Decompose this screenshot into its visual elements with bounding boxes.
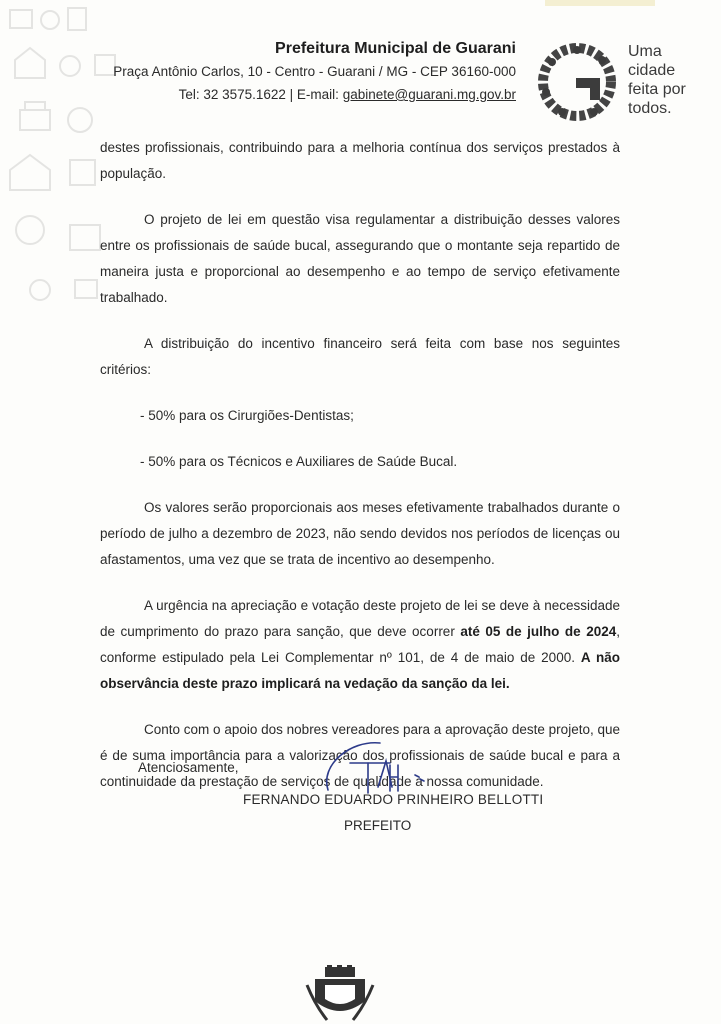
slogan-line-3: feita por <box>628 81 686 98</box>
paragraph-5-text-2: , conforme estipulado pela Lei Complementar nº 101, de 4 de maio de 2000. <box>100 624 620 665</box>
signatory-title: PREFEITO <box>344 818 412 833</box>
email-link[interactable]: gabinete@guarani.mg.gov.br <box>342 87 516 102</box>
coat-of-arms-icon <box>305 965 375 1024</box>
signatory-name: FERNANDO EDUARDO PRINHEIRO BELLOTTI <box>243 792 544 807</box>
paragraph-6: Conto com o apoio dos nobres vereadores para a aprovação deste projeto, que é de suma importância para a valorização dos profissionais de saúde bucal e para a continuidade da prestação de serviços de qualidade à nossa comunidade. <box>100 722 620 789</box>
slogan-line-2: cidade <box>628 62 676 79</box>
slogan-line-1: Uma <box>628 43 662 60</box>
paragraph-5 <box>100 593 620 697</box>
paragraph-4: Os valores serão proporcionais aos meses efetivamente trabalhados durante o período de julho a dezembro de 2023, não sendo devidos nos períodos de licenças ou afastamentos, uma vez que se trata de incentivo ao desempenho. <box>100 500 620 567</box>
org-address: Praça Antônio Carlos, 10 - Centro - Guarani / MG - CEP 36160-000 <box>113 64 516 79</box>
paragraph-3: A distribuição do incentivo financeiro será feita com base nos seguintes critérios: <box>100 336 620 377</box>
letter-body <box>100 135 620 795</box>
org-name: Prefeitura Municipal de Guarani <box>275 40 516 57</box>
salutation: Atenciosamente, <box>138 760 239 775</box>
paragraph-5-text-1: A urgência na apreciação e votação deste projeto de lei se deve à necessidade de cumprimento do prazo para sanção, que deve ocorrer <box>100 598 620 639</box>
org-contact <box>100 83 516 106</box>
city-slogan <box>628 42 708 118</box>
slogan-line-4: todos. <box>628 100 672 117</box>
deadline-warning: A não observância deste prazo implicará na vedação da sanção da lei. <box>100 650 621 691</box>
phone-text: Tel: 32 3575.1622 | E-mail: <box>178 87 343 102</box>
criteria-item-1: - 50% para os Cirurgiões-Dentistas; <box>140 408 354 423</box>
letterhead <box>100 38 516 106</box>
paragraph-2: O projeto de lei em questão visa regulamentar a distribuição desses valores entre os profissionais de saúde bucal, assegurando que o montante seja repartido de maneira justa e proporcional ao desempenho e ao tempo de serviço efetivamente trabalhado. <box>100 212 620 305</box>
corner-highlight <box>545 0 655 6</box>
city-logo-icon <box>532 42 622 122</box>
deadline-date: até 05 de julho de 2024 <box>460 624 617 639</box>
paragraph-1: destes profissionais, contribuindo para a melhoria contínua dos serviços prestados à população. <box>100 140 620 181</box>
criteria-item-2: - 50% para os Técnicos e Auxiliares de Saúde Bucal. <box>140 454 458 469</box>
